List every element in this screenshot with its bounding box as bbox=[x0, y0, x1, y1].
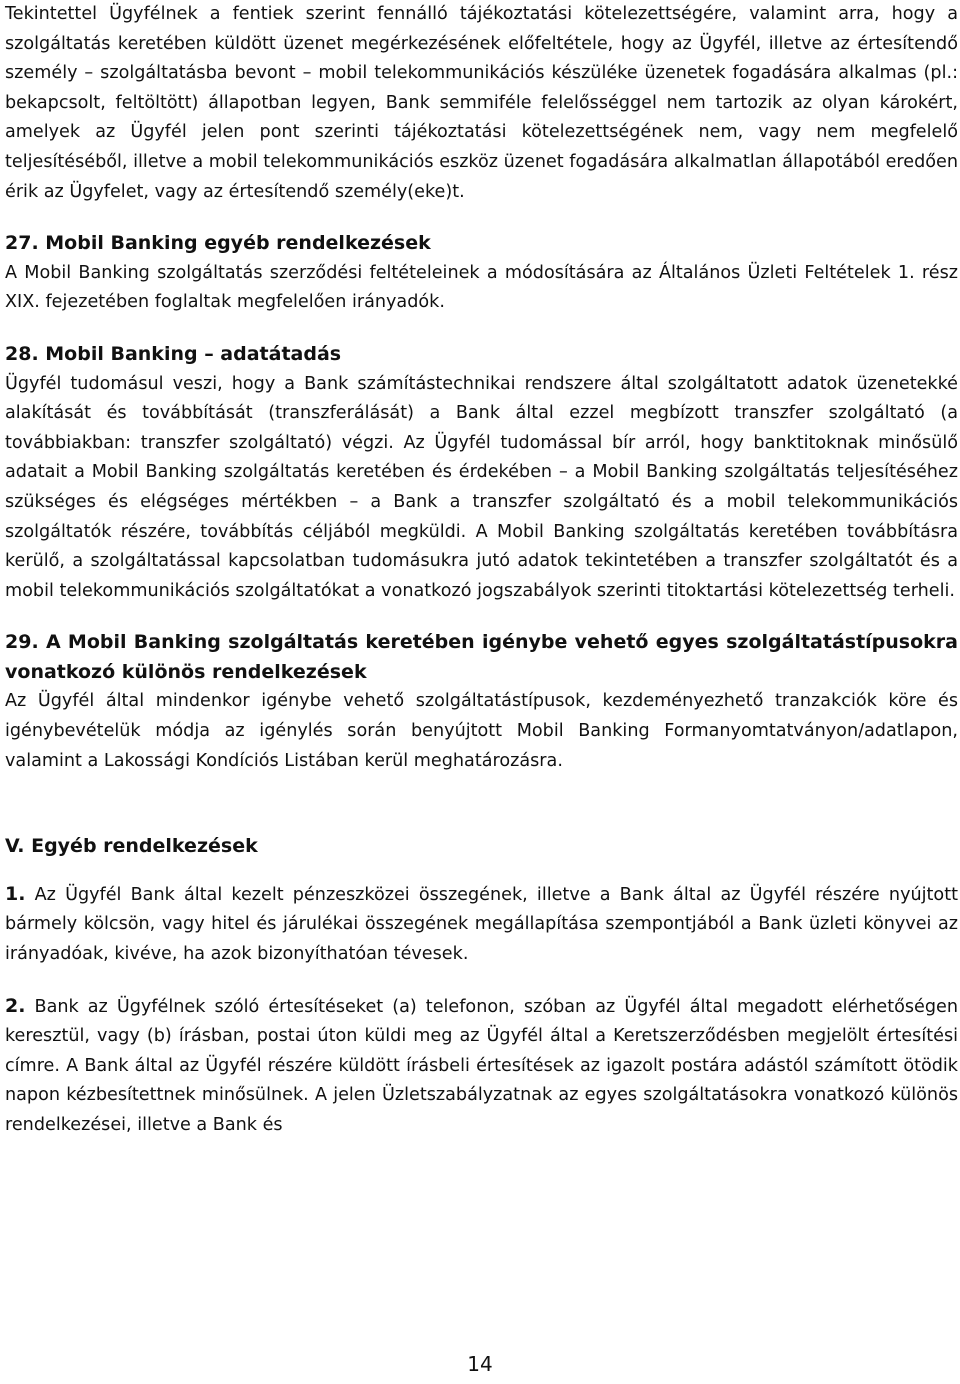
chapter-v-heading: V. Egyéb rendelkezések bbox=[5, 835, 258, 858]
section-28-paragraph: Ügyfél tudomásul veszi, hogy a Bank számítástechnikai rendszere által szolgáltatott adatok üzenetekké alakítását és továbbítását (transzferálását) a Bank által ezzel megbízott transzfer szolgáltató (a továbbiakban: transzfer szolgáltató) végzi. Az Ügyfél tudomással bír arról, hogy banktitoknak minősülő adatait a Mobil Banking szolgáltatás keretében és érdekében – a Mobil Banking szolgáltatás teljesítéséhez szükséges és elégséges mértékben – a Bank a transzfer szolgáltató és a mobil telekommunikációs szolgáltatók részére, továbbítás céljából megküldi. A Mobil Banking szolgáltatás keretében továbbításra kerülő, a szolgáltatással kapcsolatban tudomásukra jutó adatok tekintetében a transzfer szolgáltatót és a mobil telekommunikációs szolgáltatókat a vonatkozó jogszabályok szerinti titoktartási kötelezettség terheli. bbox=[5, 373, 958, 601]
page-number: 14 bbox=[467, 1352, 493, 1376]
document-page bbox=[5, 0, 958, 1141]
section-29-paragraph: Az Ügyfél által mindenkor igénybe vehető szolgáltatástípusok, kezdeményezhető tranzakciók köre és igénybevételük módja az igénylés során benyújtott Mobil Banking Formanyomtatványon/adatlapon, valamint a Lakossági Kondíciós Listában kerül meghatározásra. bbox=[5, 691, 958, 771]
item-1-paragraph bbox=[5, 880, 958, 970]
intro-paragraph: Tekintettel Ügyfélnek a fentiek szerint fennálló tájékoztatási kötelezettségére, valamint arra, hogy a szolgáltatás keretében küldött üzenet megérkezésének előfeltétele, hogy az Ügyfél, illetve az értesítendő személy – szolgáltatásba bevont – mobil telekommunikációs készüléke üzenetek fogadására alkalmas (pl.: bekapcsolt, feltöltött) állapotban legyen, Bank semmiféle felelősséggel nem tartozik az olyan károkért, amelyek az Ügyfél jelen pont szerinti tájékoztatási kötelezettségének nem, vagy nem megfelelő teljesítéséből, illetve a mobil telekommunikációs eszköz üzenet fogadására alkalmatlan állapotából eredően érik az Ügyfelet, vagy az értesítendő személy(eke)t. bbox=[5, 4, 958, 202]
spacer bbox=[5, 776, 958, 832]
section-28-heading: 28. Mobil Banking – adatátadás bbox=[5, 342, 342, 365]
spacer bbox=[5, 318, 958, 340]
item-2-number: 2. bbox=[5, 994, 26, 1017]
spacer bbox=[5, 606, 958, 628]
spacer bbox=[5, 862, 958, 880]
spacer bbox=[5, 207, 958, 229]
section-27-heading: 27. Mobil Banking egyéb rendelkezések bbox=[5, 232, 431, 255]
section-27-paragraph: A Mobil Banking szolgáltatás szerződési feltételeinek a módosítására az Általános Üzleti Feltételek 1. rész XIX. fejezetében foglaltak megfelelően irányadók. bbox=[5, 262, 958, 313]
item-1-number: 1. bbox=[5, 882, 26, 905]
item-2-paragraph bbox=[5, 992, 958, 1141]
section-29-heading: 29. A Mobil Banking szolgáltatás keretében igénybe vehető egyes szolgáltatástípusokra vonatkozó különös rendelkezések bbox=[5, 631, 958, 683]
spacer bbox=[5, 970, 958, 992]
item-2-text: Bank az Ügyfélnek szóló értesítéseket (a) telefonon, szóban az Ügyfél által megadott elérhetőségen keresztül, vagy (b) írásban, postai úton küldi meg az Ügyfél által a Keretszerződésben megjelölt értesítési címre. A Bank által az Ügyfél részére küldött írásbeli értesítések az igazolt postára adástól számított ötödik napon kézbesítettnek minősülnek. A jelen Üzletszabályzatnak az egyes szolgáltatásokra vonatkozó különös rendelkezései, illetve a Bank és bbox=[5, 996, 958, 1135]
item-1-text: Az Ügyfél Bank által kezelt pénzeszközei összegének, illetve a Bank által az Ügyfél részére nyújtott bármely kölcsön, vagy hitel és járulékai összegének megállapítása szempontjából a Bank üzleti könyvei az irányadóak, kivéve, ha azok bizonyíthatóan tévesek. bbox=[5, 884, 958, 965]
